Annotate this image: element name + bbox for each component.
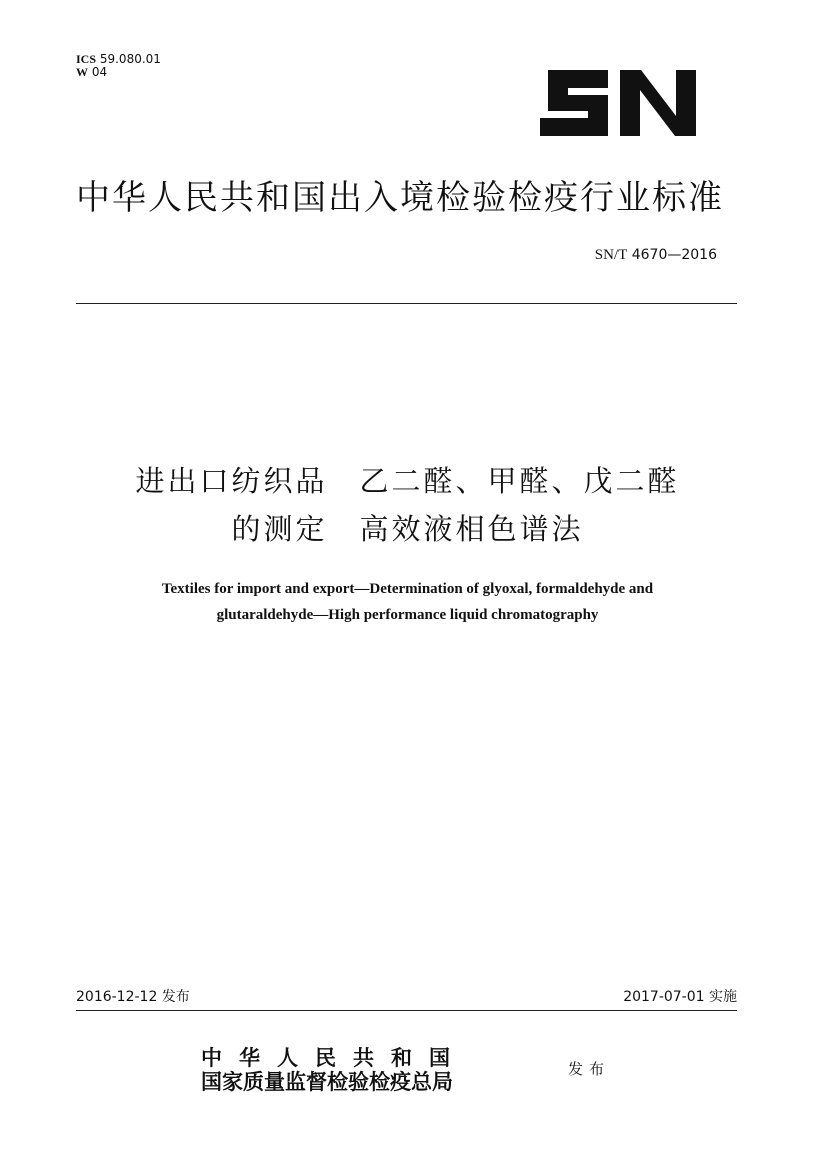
implementation-date: 2017-07-01 实施 [623, 989, 737, 1005]
ics-number: 59.080.01 [99, 52, 161, 66]
title-en-line1: Textiles for import and export—Determination of glyoxal, formaldehyde and [161, 581, 654, 597]
top-divider [76, 303, 737, 304]
standard-prefix: SN/T [594, 247, 628, 263]
logo-letter-s [540, 70, 608, 136]
publisher-line2: 国家质量监督检验检疫总局 [201, 1069, 453, 1094]
ccs-number: 04 [91, 65, 108, 79]
bottom-divider [76, 1010, 737, 1011]
publish-date: 2016-12-12 发布 [76, 989, 190, 1005]
ccs-label: W [76, 65, 88, 79]
publisher-suffix: 发布 [568, 1060, 611, 1078]
standard-number [595, 247, 717, 264]
title-zh-line1: 进出口纺织品 乙二醛、甲醛、戊二醛 [135, 464, 680, 498]
title-en-line2: glutaraldehyde—High performance liquid chromatography [216, 607, 599, 623]
logo-letter-n [620, 70, 696, 136]
standard-code: 4670—2016 [631, 247, 717, 263]
ccs-code [76, 66, 107, 79]
sn-logo [538, 64, 698, 142]
org-title: 中华人民共和国出入境检验检疫行业标准 [76, 178, 724, 218]
publisher-line1: 中华人民共和国 [201, 1045, 467, 1070]
title-zh-line2: 的测定 高效液相色谱法 [231, 512, 584, 546]
ics-label: ICS [76, 52, 97, 66]
